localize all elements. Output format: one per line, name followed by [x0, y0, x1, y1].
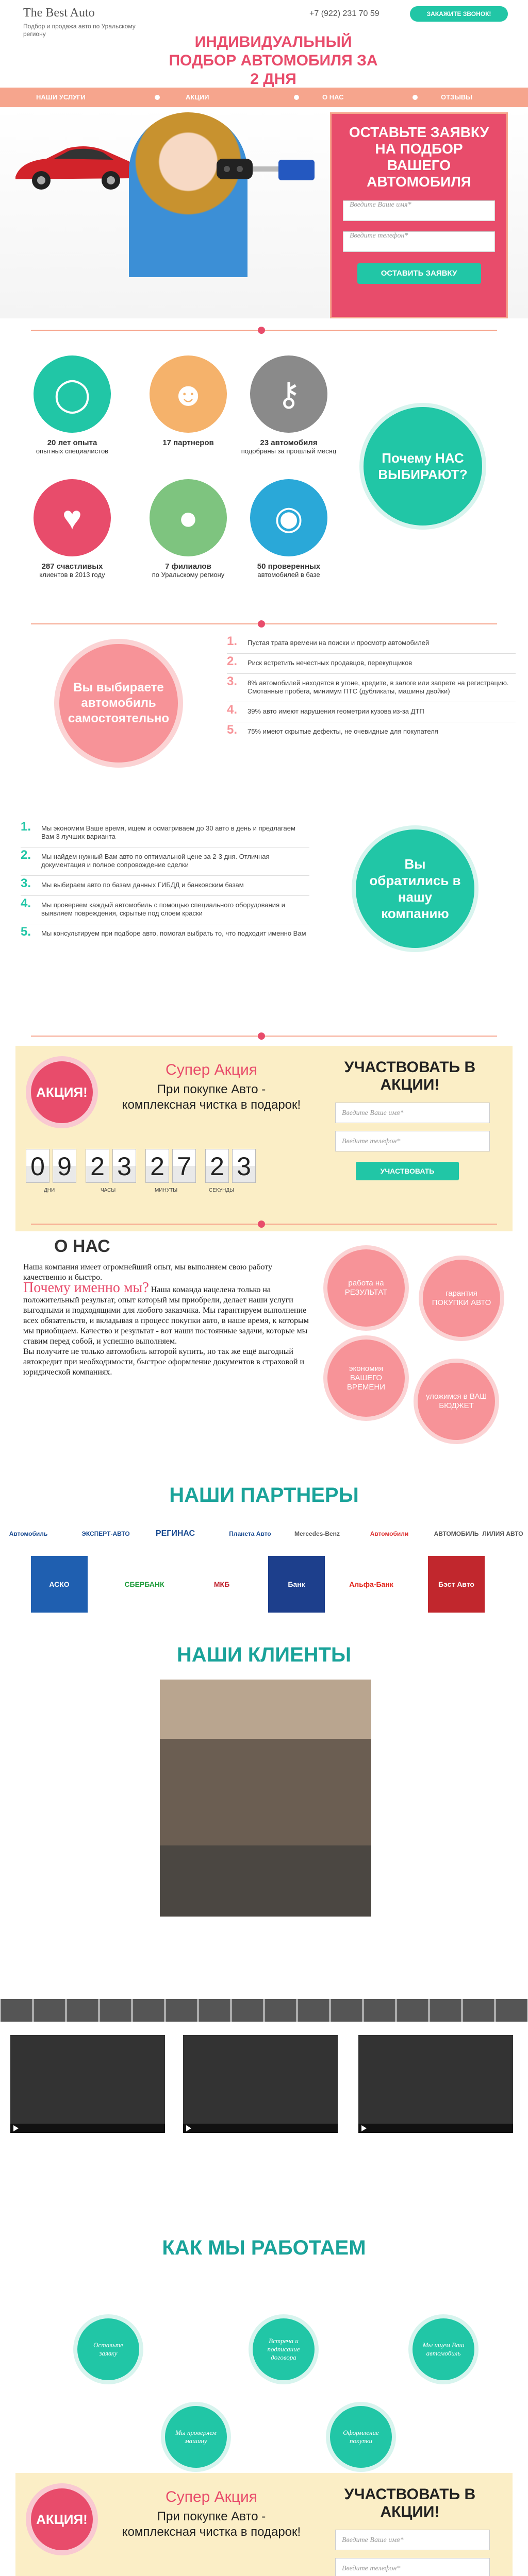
about-paragraph: Вы получите не только автомобиль которой купить, но так же ещё выгодный автокредит при необходимости, быстрое оформление документов в страховой и юридической компаниях. [23, 1347, 305, 1377]
thumbnail[interactable] [397, 1999, 428, 2022]
feature-item [237, 479, 340, 579]
promo-title: Супер Акция [166, 1061, 257, 1078]
feature-item [137, 355, 240, 447]
thumbnail[interactable] [463, 1999, 494, 2022]
promo-subtitle: При покупке Авто - комплексная чистка в подарок! [122, 1082, 301, 1112]
company-circle: Вы обратились в нашу компанию [356, 829, 474, 948]
request-form-title: ОСТАВЬТЕ ЗАЯВКУ НА ПОДБОР ВАШЕГО АВТОМОБИЛЯ [349, 124, 489, 190]
result-circle: работа на РЕЗУЛЬТАТ [327, 1249, 405, 1327]
list-item: 1. Мы экономим Ваше время, ищем и осматриваем до 30 авто в день и предлагаем Вам 3 лучших варианта [21, 820, 295, 840]
about-section [0, 1236, 528, 1468]
list-item: 5. 75% имеют скрытые дефекты, не очевидные для покупателя [227, 723, 438, 737]
feature-title: 50 проверенных [257, 562, 321, 571]
why-us-circle: Почему НАС ВЫБИРАЮТ? [364, 407, 482, 526]
phone-input[interactable]: Введите телефон* [343, 231, 495, 252]
heart-icon: ♥ [34, 479, 111, 556]
site-header [0, 0, 528, 38]
list-item: 2. Мы найдем нужный Вам авто по оптимальной цене за 2-3 дня. Отличная документация и полное сопровождение сделки [21, 848, 270, 869]
hero-title-section [0, 27, 528, 88]
partner-logo: РЕГИНАС [155, 1529, 195, 1538]
list-item: 5. Мы консультируем при подборе авто, помогая выбрать то, что подходит именно Вам [21, 925, 306, 939]
header-phone[interactable]: +7 (922) 231 70 59 [309, 9, 380, 18]
feature-text: клиентов в 2013 году [39, 571, 105, 579]
budget-circle: уложимся в ВАШ БЮДЖЕТ [418, 1363, 495, 1440]
timer-label: ЧАСЫ [101, 1188, 116, 1193]
glasses-icon: ◯ [34, 355, 111, 433]
timer-digit: 7 [172, 1149, 196, 1183]
logo-title[interactable]: The Best Auto [23, 6, 95, 20]
feature-item [137, 479, 240, 579]
clients-section [0, 1643, 528, 2107]
self-choice-circle: Вы выбираете автомобиль самостоятельно [59, 644, 178, 762]
partner-logo: Банк [268, 1556, 325, 1613]
how-we-work-section [0, 2236, 528, 2452]
feature-title: 17 партнеров [162, 438, 214, 447]
about-highlight: Почему именно мы? [23, 1280, 149, 1296]
hero-title: ИНДИВИДУАЛЬНЫЙ ПОДБОР АВТОМОБИЛЯ ЗА 2 ДНЯ [169, 33, 378, 88]
benefits-list [21, 820, 309, 944]
thumbnail[interactable] [331, 1999, 362, 2022]
partner-logo: МКБ [193, 1556, 250, 1613]
guarantee-circle: гарантия ПОКУПКИ АВТО [423, 1260, 500, 1337]
problems-section [0, 634, 528, 819]
thumbnail[interactable] [67, 1999, 98, 2022]
client-thumbnails [0, 1999, 528, 2022]
about-paragraph: Наша команда нацелена только на положительный результат, опыт который мы приобрели, делает наши услуги выгодными и подходящими для любого заказчика. Мы гарантируем выполнение всех обязательств, и вкладывая в процесс покупки авто, в наше время, к которым мы приобщаем. Качество и результат - вот наши постоянные задачи, которые мы ставим перед собой, и успешно выполняем. [23, 1285, 309, 1346]
promo-block [15, 2473, 513, 2576]
feature-item [237, 355, 340, 455]
partner-logo: ЛИЛИЯ АВТО [482, 1530, 523, 1537]
thumbnail[interactable] [133, 1999, 164, 2022]
video-player[interactable] [183, 2035, 338, 2133]
timer-label: ДНИ [44, 1188, 55, 1193]
partner-logo: Автомобили [370, 1530, 409, 1537]
timer-digit: 2 [86, 1149, 109, 1183]
timer-digit: 0 [26, 1149, 50, 1183]
thumbnail[interactable] [34, 1999, 65, 2022]
promo-subtitle: При покупке Авто - комплексная чистка в подарок! [122, 2510, 301, 2539]
thumbnail[interactable] [1, 1999, 32, 2022]
partner-logo: Бэст Авто [428, 1556, 485, 1613]
thumbnail[interactable] [298, 1999, 329, 2022]
how-title: КАК МЫ РАБОТАЕМ [162, 2236, 366, 2259]
step-circle: Мы проверяем машину [165, 2406, 227, 2468]
about-text [23, 1262, 312, 1378]
problems-list [227, 634, 516, 742]
partner-logo: СБЕРБАНК [116, 1556, 173, 1613]
thumbnail[interactable] [199, 1999, 230, 2022]
list-item: 2. Риск встретить нечестных продавцов, перекупщиков [227, 654, 412, 668]
red-car-image [10, 138, 139, 195]
timer-digit: 9 [53, 1149, 76, 1183]
video-player[interactable] [358, 2035, 513, 2133]
list-item: 3. 8% автомобилей находятся в угоне, кредите, в залоге или запрете на регистрацию. Смотанные пробега, минимум ПТС (дубликаты, машины двойки) [227, 674, 509, 695]
nav-item-reviews[interactable]: ОТЗЫВЫ [441, 93, 473, 101]
thumbnail[interactable] [496, 1999, 527, 2022]
thumbnail[interactable] [232, 1999, 263, 2022]
timer-digit: 2 [205, 1149, 229, 1183]
thumbnail[interactable] [166, 1999, 197, 2022]
thumbnail[interactable] [364, 1999, 395, 2022]
promo-title: Супер Акция [166, 2488, 257, 2505]
feature-text: автомобилей в базе [257, 571, 320, 579]
about-title: О НАС [54, 1236, 110, 1256]
feature-item [21, 479, 124, 579]
thumbnail[interactable] [265, 1999, 296, 2022]
company-benefits-section [0, 819, 528, 1030]
section-divider [31, 1224, 497, 1225]
step-circle: Встреча и подписание договора [253, 2318, 315, 2380]
promo-name-input[interactable]: Введите Ваше имя* [335, 1103, 490, 1123]
step-circle: Оформление покупки [330, 2406, 392, 2468]
timer-digit: 2 [145, 1149, 169, 1183]
nav-separator [155, 95, 160, 100]
step-circle: Оставьте заявку [77, 2318, 139, 2380]
nav-separator [294, 95, 299, 100]
hero-section [0, 107, 528, 318]
participate-title: УЧАСТВОВАТЬ В АКЦИИ! [344, 1059, 476, 1093]
timer-digit: 3 [232, 1149, 256, 1183]
key-icon: ⚷ [250, 355, 327, 433]
section-divider [31, 330, 497, 331]
thumbnail[interactable] [430, 1999, 461, 2022]
list-item: 1. Пустая трата времени на поиски и просмотр автомобилей [227, 634, 430, 648]
nav-item-promos[interactable]: АКЦИИ [186, 93, 209, 101]
feature-item [21, 355, 124, 455]
partner-logo: АСКО [31, 1556, 88, 1613]
nav-item-about[interactable]: О НАС [322, 93, 344, 101]
play-icon[interactable] [186, 2125, 191, 2131]
list-item: 4. Мы проверяем каждый автомобиль с помощью специального оборудования и выявляем повреждения, скрытые под слоем краски [21, 896, 285, 917]
about-paragraph: Наша компания имеет огромнейший опыт, мы выполняем свою работу качественно и быстро. [23, 1263, 273, 1282]
partner-logo: Автомобиль [9, 1530, 48, 1537]
participate-button[interactable]: УЧАСТВОВАТЬ [356, 1162, 459, 1180]
thumbnail[interactable] [100, 1999, 131, 2022]
promo-name-input[interactable]: Введите Ваше имя* [335, 2530, 490, 2550]
list-item: 4. 39% авто имеют нарушения геометрии кузова из-за ДТП [227, 703, 424, 717]
feature-text: опытных специалистов [36, 447, 109, 455]
play-icon[interactable] [13, 2125, 19, 2131]
submit-request-button[interactable]: ОСТАВИТЬ ЗАЯВКУ [357, 263, 481, 284]
promo-badge: АКЦИЯ! [31, 1061, 93, 1123]
section-divider [31, 1036, 497, 1037]
countdown-timer [26, 1149, 259, 1183]
nav-separator [412, 95, 418, 100]
feature-text: подобраны за прошлый месяц [241, 447, 337, 455]
step-circle: Мы ищем Ваш автомобиль [412, 2318, 474, 2380]
promo-block [15, 1046, 513, 1231]
logo-subtitle: Подбор и продажа авто по Уральскому региону [23, 23, 136, 38]
timer-label: СЕКУНДЫ [209, 1188, 235, 1193]
name-input[interactable]: Введите Ваше имя* [343, 200, 495, 221]
play-icon[interactable] [361, 2125, 367, 2131]
timer-label: МИНУТЫ [155, 1188, 178, 1193]
map-pin-icon: ● [150, 479, 227, 556]
time-circle: экономия ВАШЕГО ВРЕМЕНИ [327, 1340, 405, 1417]
partner-logo: Планета Авто [229, 1530, 271, 1537]
section-divider [31, 623, 497, 624]
feature-title: 7 филиалов [165, 562, 211, 571]
smiling-woman-image [129, 112, 248, 277]
video-player[interactable] [10, 2035, 165, 2133]
car-keys-image [217, 154, 320, 184]
feature-title: 20 лет опыта [47, 438, 97, 447]
features-section [0, 340, 528, 613]
clients-title: НАШИ КЛИЕНТЫ [176, 1643, 352, 1666]
partner-logo: АВТОМОБИЛЬ [434, 1530, 479, 1537]
partners-title: НАШИ ПАРТНЕРЫ [169, 1484, 359, 1506]
main-nav [0, 88, 528, 107]
eye-icon: ◉ [250, 479, 327, 556]
promo-badge: АКЦИЯ! [31, 2488, 93, 2550]
header-call-button[interactable]: ЗАКАЖИТЕ ЗВОНОК! [410, 6, 508, 22]
timer-digit: 3 [112, 1149, 136, 1183]
nav-item-services[interactable]: НАШИ УСЛУГИ [36, 93, 86, 101]
list-item: 3. Мы выбираем авто по базам данных ГИБДД и банковским базам [21, 876, 244, 890]
promo-phone-input[interactable]: Введите телефон* [335, 2558, 490, 2576]
promo-phone-input[interactable]: Введите телефон* [335, 1131, 490, 1151]
participate-title: УЧАСТВОВАТЬ В АКЦИИ! [344, 2486, 476, 2520]
client-photo[interactable] [160, 1680, 371, 1917]
request-form [330, 112, 508, 318]
partner-logo: ЭКСПЕРТ-АВТО [81, 1530, 130, 1537]
feature-title: 287 счастливых [41, 562, 103, 571]
feature-title: 23 автомобиля [260, 438, 318, 447]
partner-logo: Mercedes-Benz [294, 1530, 340, 1537]
person-icon: ☻ [150, 355, 227, 433]
partner-logo: Альфа-Банк [343, 1556, 400, 1613]
feature-text: по Уральскому региону [152, 571, 225, 579]
